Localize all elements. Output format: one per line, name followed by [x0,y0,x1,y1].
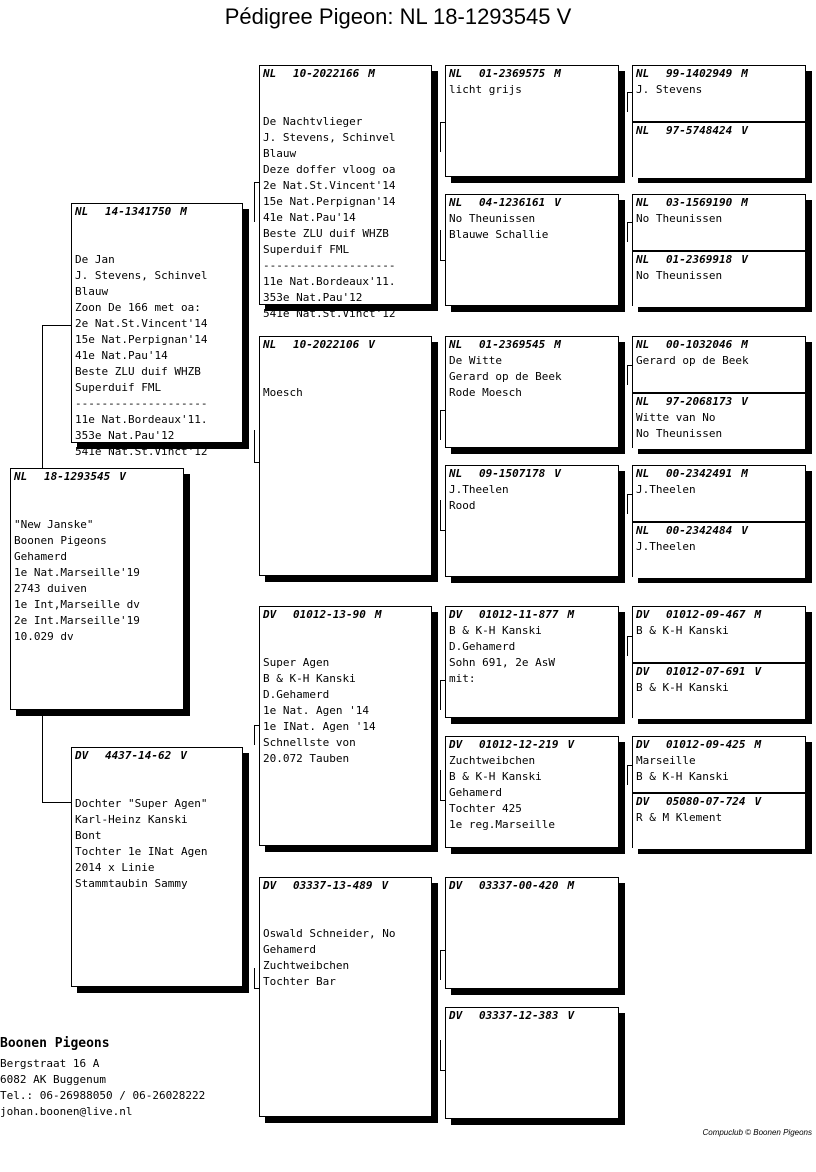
ring-header: NL 10-2022166 M [263,67,375,80]
pedigree-card-subject[interactable] [10,468,184,710]
bird-details: J. Stevens [636,83,703,96]
bird-details: J.Theelen [636,483,696,496]
ring-header: DV 01012-12-219 V [449,738,575,751]
bird-details: J.Theelen [636,540,696,553]
bird-details: De Nachtvlieger J. Stevens, Schinvel Blauw Deze doffer vloog oa 2e Nat.St.Vincent'14 15e Nat.Perpignan'14 41e Nat.Pau'14 Beste ZLU duif WHZB Superduif FML -------------------- 11e Nat.Bordeaux'11. 353e Nat.Pau'12 541e Nat.St.Vinct'12 [263,115,396,320]
pedigree-card-mother[interactable] [71,747,243,987]
connector-line [254,430,255,462]
ring-header: NL 01-2369575 M [449,67,561,80]
connector-line [440,770,441,800]
bird-details: De Jan J. Stevens, Schinvel Blauw Zoon De 166 met oa: 2e Nat.St.Vincent'14 15e Nat.Perpignan'14 41e Nat.Pau'14 Beste ZLU duif WHZB Superduif FML -------------------- 11e Nat.Bordeaux'11. 353e Nat.Pau'12 541e Nat.St.Vinct'12 [75,253,208,458]
connector-line [42,325,72,326]
ring-header: NL 01-2369545 M [449,338,561,351]
owner-address-line: Bergstraat 16 A [0,1057,100,1070]
ring-header: DV 01012-11-877 M [449,608,575,621]
pedigree-card-g5-g6[interactable] [632,336,806,448]
owner-address-line: 6082 AK Buggenum [0,1073,106,1086]
pedigree-card-mmf[interactable] [445,877,619,989]
ring-header: NL 09-1507178 V [449,467,561,480]
ring-header: NL 97-5748424 V [636,124,748,137]
connector-line [627,636,628,656]
ring-header: NL 01-2369918 V [636,253,748,266]
pedigree-card-g7-g8[interactable] [632,465,806,577]
owner-email[interactable]: johan.boonen@live.nl [0,1105,133,1118]
connector-line [627,494,628,514]
connector-line [627,222,628,242]
ring-header: NL 97-2068173 V [636,395,748,408]
pedigree-card-mm[interactable] [259,877,432,1117]
ring-header: DV 01012-13-90 M [263,608,382,621]
connector-line [254,182,255,222]
ring-header: NL 03-1569190 M [636,196,748,209]
connector-line [440,410,441,440]
bird-details: J.Theelen Rood [449,483,509,512]
pedigree-card-mf[interactable] [259,606,432,846]
pedigree-card-ffm[interactable] [445,194,619,306]
bird-details: No Theunissen [636,212,723,225]
ring-header: NL 18-1293545 V [14,470,126,483]
bird-details: Super Agen B & K-H Kanski D.Gehamerd 1e Nat. Agen '14 1e INat. Agen '14 Schnellste von 20.072 Tauben [263,656,376,765]
pedigree-card-fmm[interactable] [445,465,619,577]
bird-details: No Theunissen Blauwe Schallie [449,212,549,241]
pedigree-card-mff[interactable] [445,606,619,718]
ring-header: DV 4437-14-62 V [75,749,187,762]
bird-details: Oswald Schneider, No Gehamerd Zuchtweibchen Tochter Bar [263,927,396,988]
ring-header: DV 03337-12-383 V [449,1009,575,1022]
bird-details: Dochter "Super Agen" Karl-Heinz Kanski Bont Tochter 1e INat Agen 2014 x Linie Stammtaubin Sammy [75,797,208,890]
connector-line [440,500,441,530]
connector-line [440,122,441,152]
ring-header: DV 03337-00-420 M [449,879,575,892]
pedigree-card-g11-g12[interactable] [632,736,806,848]
ring-header: NL 99-1402949 M [636,67,748,80]
bird-details: Moesch [263,386,303,399]
ring-header: NL 14-1341750 M [75,205,187,218]
bird-details: "New Janske" Boonen Pigeons Gehamerd 1e Nat.Marseille'19 2743 duiven 1e Int,Marseille dv 2e Int.Marseille'19 10.029 dv [14,518,140,643]
pedigree-card-g1-g2[interactable] [632,65,806,177]
bird-details: Witte van No No Theunissen [636,411,723,440]
ring-header: NL 04-1236161 V [449,196,561,209]
bird-details: B & K-H Kanski [636,624,729,637]
owner-phone: Tel.: 06-26988050 / 06-26028222 [0,1089,206,1102]
bird-details: R & M Klement [636,811,723,824]
bird-details: Zuchtweibchen B & K-H Kanski Gehamerd Tochter 425 1e reg.Marseille [449,754,555,831]
ring-header: DV 01012-09-467 M [636,608,762,621]
ring-header: DV 01012-09-425 M [636,738,762,751]
ring-header: NL 00-2342491 M [636,467,748,480]
connector-line [42,802,72,803]
pedigree-card-fm[interactable] [259,336,432,576]
pedigree-card-mmm[interactable] [445,1007,619,1119]
pedigree-card-g9-g10[interactable] [632,606,806,718]
pedigree-card-father[interactable] [71,203,243,458]
connector-line [440,680,441,710]
ring-header: DV 05080-07-724 V [636,795,762,808]
connector-line [42,325,43,469]
bird-details: Gerard op de Beek [636,354,749,367]
bird-details: No Theunissen [636,269,723,282]
bird-details: Marseille B & K-H Kanski [636,754,729,783]
page-title: Pédigree Pigeon: NL 18-1293545 V [224,4,572,29]
connector-line [254,968,255,988]
ring-header: DV 03337-13-489 V [263,879,389,892]
connector-line [627,365,628,385]
connector-line [254,725,255,745]
ring-header: NL 00-2342484 V [636,524,748,537]
bird-details: licht grijs [449,83,522,96]
connector-line [627,765,628,785]
ring-header: DV 01012-07-691 V [636,665,762,678]
ring-header: NL 00-1032046 M [636,338,748,351]
bird-details: B & K-H Kanski D.Gehamerd Sohn 691, 2e AsW mit: [449,624,555,685]
connector-line [42,712,43,802]
connector-line [440,1040,441,1070]
ring-header: NL 10-2022106 V [263,338,375,351]
pedigree-card-fff[interactable] [445,65,619,177]
pedigree-card-g3-g4[interactable] [632,194,806,306]
connector-line [440,230,441,260]
copyright-note: Compuclub © Boonen Pigeons [702,1128,812,1137]
pedigree-card-mfm[interactable] [445,736,619,848]
pedigree-card-ff[interactable] [259,65,432,320]
pedigree-card-fmf[interactable] [445,336,619,448]
connector-line [627,92,628,112]
owner-name: Boonen Pigeons [0,1036,110,1051]
bird-details: B & K-H Kanski [636,681,729,694]
owner-address-block [0,1035,205,1120]
bird-details: De Witte Gerard op de Beek Rode Moesch [449,354,562,399]
connector-line [440,950,441,980]
